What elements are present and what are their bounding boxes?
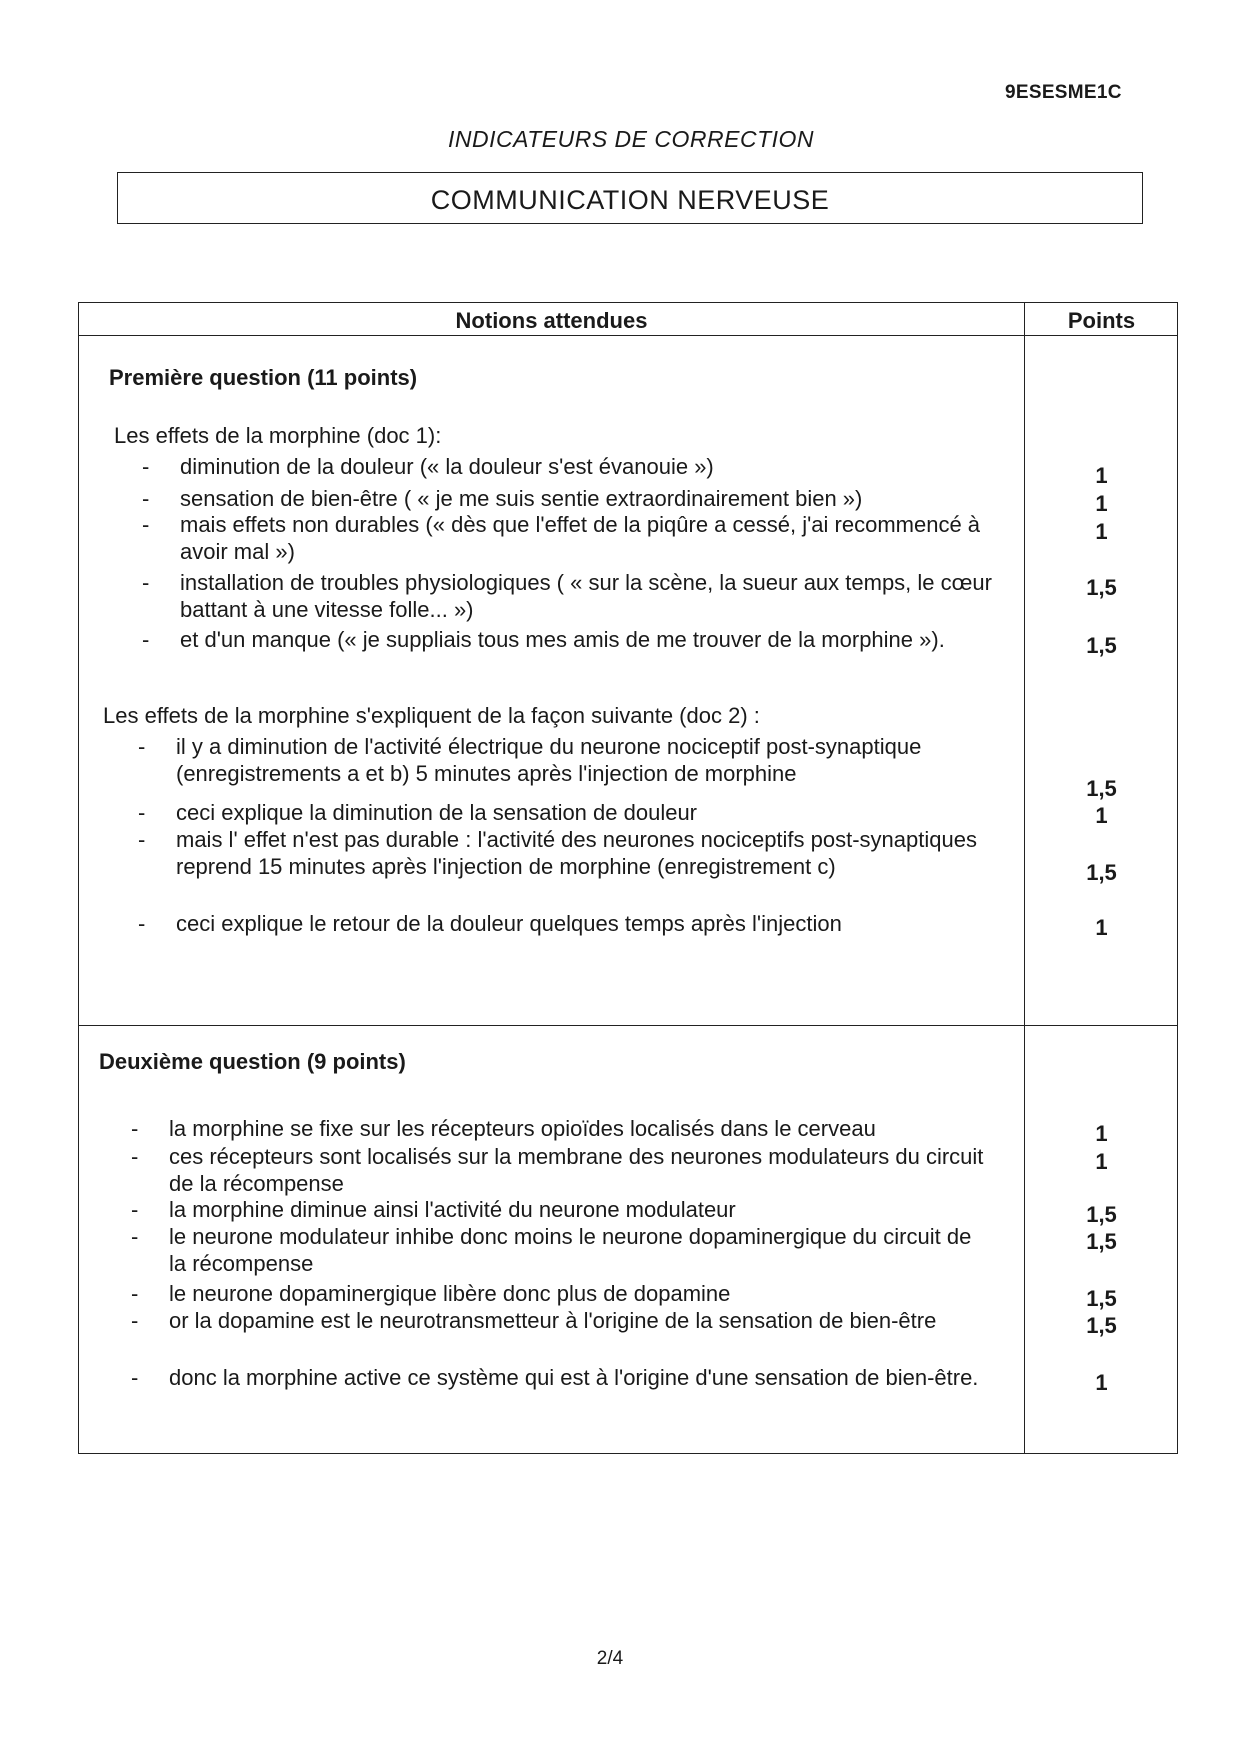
list-item: - donc la morphine active ce système qui est à l'origine d'une sensation de bien-être. [131, 1365, 979, 1390]
points-value: 1,5 [1086, 776, 1117, 801]
points-value: 1 [1095, 1149, 1108, 1174]
list-item: - le neurone modulateur inhibe donc moins le neurone dopaminergique du circuit de la récompense [131, 1224, 972, 1276]
points-value: 1,5 [1086, 633, 1117, 658]
list-item: - ceci explique la diminution de la sensation de douleur [138, 800, 698, 825]
points-value: 1,5 [1086, 575, 1117, 600]
list-item: - sensation de bien-être ( « je me suis sentie extraordinairement bien ») [142, 486, 863, 511]
points-value: 1 [1095, 519, 1108, 544]
points-value: 1 [1095, 915, 1108, 940]
points-value: 1 [1095, 463, 1108, 488]
points-value: 1 [1095, 803, 1108, 828]
points-value: 1 [1095, 491, 1108, 516]
document-code: 9ESESME1C [1005, 82, 1122, 103]
list-item: - mais l' effet n'est pas durable : l'activité des neurones nociceptifs post-synaptiques reprend 15 minutes après l'injection de morphine (enregistrement c) [138, 827, 977, 879]
title-box [117, 172, 1143, 224]
list-item: - et d'un manque (« je suppliais tous mes amis de me trouver de la morphine »). [142, 627, 945, 652]
page-title: COMMUNICATION NERVEUSE [430, 185, 830, 215]
list-item: - le neurone dopaminergique libère donc plus de dopamine [131, 1281, 731, 1306]
list-item: - la morphine se fixe sur les récepteurs opioïdes localisés dans le cerveau [131, 1116, 876, 1141]
intro-doc1: Les effets de la morphine (doc 1): [114, 423, 442, 448]
intro-doc2: Les effets de la morphine s'expliquent de la façon suivante (doc 2) : [103, 703, 760, 728]
points-value: 1,5 [1086, 1202, 1117, 1227]
correction-table [78, 302, 1178, 1454]
points-value: 1 [1095, 1121, 1108, 1146]
list-item: - ceci explique le retour de la douleur quelques temps après l'injection [138, 911, 842, 936]
list-item: - mais effets non durables (« dès que l'effet de la piqûre a cessé, j'ai recommencé à avoir mal ») [142, 512, 981, 564]
list-item: - or la dopamine est le neurotransmetteur à l'origine de la sensation de bien-être [131, 1308, 937, 1333]
points-value: 1,5 [1086, 860, 1117, 885]
list-item: - installation de troubles physiologiques ( « sur la scène, la sueur aux temps, le cœur battant à une vitesse folle... ») [142, 570, 992, 622]
column-header-notions: Notions attendues [455, 308, 648, 333]
page-number: 2/4 [596, 1648, 624, 1669]
page-heading: INDICATEURS DE CORRECTION [447, 126, 815, 152]
list-item: - diminution de la douleur (« la douleur s'est évanouie ») [142, 454, 714, 479]
list-item: - il y a diminution de l'activité électrique du neurone nociceptif post-synaptique (enregistrements a et b) 5 minutes après l'injection de morphine [138, 734, 922, 786]
list-item: - la morphine diminue ainsi l'activité du neurone modulateur [131, 1197, 736, 1222]
section-title-q1: Première question (11 points) [109, 365, 418, 390]
column-header-points: Points [1067, 308, 1136, 333]
section-title-q2: Deuxième question (9 points) [99, 1049, 406, 1074]
points-value: 1 [1095, 1370, 1108, 1395]
header-divider [79, 335, 1177, 336]
points-value: 1,5 [1086, 1229, 1117, 1254]
points-value: 1,5 [1086, 1313, 1117, 1338]
points-value: 1,5 [1086, 1286, 1117, 1311]
section-divider [79, 1025, 1177, 1026]
list-item: - ces récepteurs sont localisés sur la membrane des neurones modulateurs du circuit de la récompense [131, 1144, 984, 1196]
